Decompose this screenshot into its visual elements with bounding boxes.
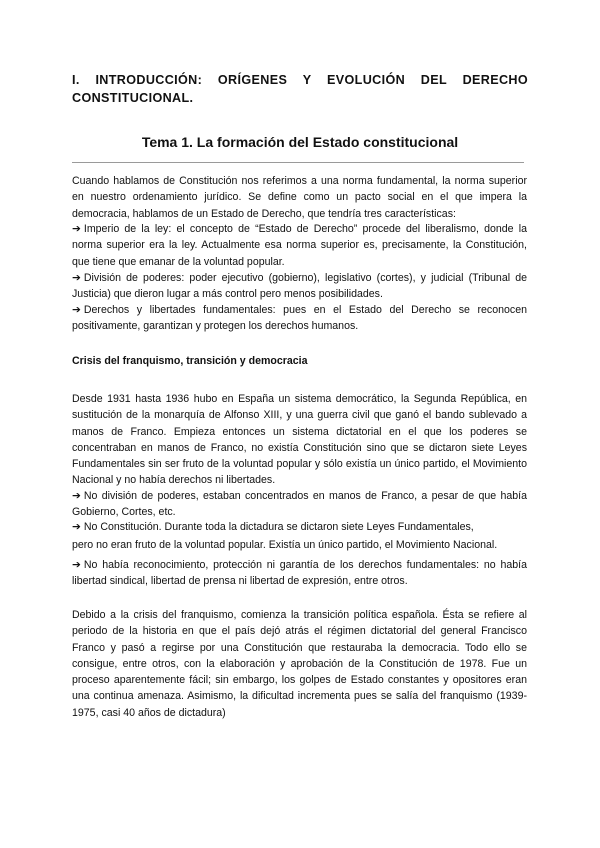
- arrow-icon: ➔: [72, 521, 81, 533]
- crisis-bullet-derechos: [72, 557, 527, 590]
- arrow-icon: ➔: [72, 490, 81, 502]
- title-divider: [72, 162, 524, 163]
- bullet-imperio-ley: [72, 221, 527, 270]
- bullet-text: No división de poderes, estaban concentrados en manos de Franco, a pesar de que había Gobierno, Cortes, etc.: [72, 490, 527, 519]
- bullet-text: No Constitución. Durante toda la dictadura se dictaron siete Leyes Fundamentales,: [83, 521, 474, 533]
- crisis-heading: Crisis del franquismo, transición y democracia: [72, 355, 308, 367]
- bullet-text: Derechos y libertades fundamentales: pues en el Estado del Derecho se reconocen positivamente, garantizan y protegen los derechos humanos.: [72, 304, 527, 333]
- crisis-bullet-constitucion-cont: pero no eran fruto de la voluntad popular. Existía un único partido, el Movimiento Nacional.: [72, 539, 498, 551]
- arrow-icon: ➔: [72, 223, 81, 235]
- intro-paragraph: Cuando hablamos de Constitución nos referimos a una norma fundamental, la norma superior en nuestro ordenamiento jurídico. Se define como un pacto social en el que impera la democracia, hablamos de un Estado de Derecho, que tendría tres características:: [72, 175, 527, 220]
- tema-title: Tema 1. La formación del Estado constitucional: [141, 134, 459, 150]
- arrow-icon: ➔: [72, 304, 81, 316]
- bullet-division-poderes: [72, 270, 527, 303]
- transition-paragraph: Debido a la crisis del franquismo, comienza la transición política española. Ésta se refiere al periodo de la historia en que el país dejó atrás el régimen dictatorial del general Francisco Franco y pasó a regirse por una Constitución que restauraba la democracia. Todo ello se consigue, entre otros, con la elaboración y aprobación de la Constitución de 1978. Fue un proceso aparentemente fácil; sin embargo, los golpes de Estado constantes y opositores eran una continua amenaza. Asimismo, la dificultad incrementa pues se salía del franquismo (1939-1975, casi 40 años de dictadura): [72, 609, 527, 719]
- crisis-bullet-division: [72, 488, 527, 521]
- bullet-text: División de poderes: poder ejecutivo (gobierno), legislativo (cortes), y judicial (Tribunal de Justicia) que dieron lugar a más control pero menos posibilidades.: [72, 272, 527, 301]
- crisis-paragraph: Desde 1931 hasta 1936 hubo en España un sistema democrático, la Segunda República, en sustitución de la monarquía de Alfonso XIII, y una guerra civil que ganó el bando sublevado a manos de Franco. Empieza entonces un sistema dictatorial en el que los poderes se concentraban en manos de Franco, no existía Constitución sino que se dictaron siete Leyes Fundamentales sin ser fruto de la voluntad popular y sólo existía un único partido, el Movimiento Nacional y no había derechos ni libertades.: [72, 393, 527, 487]
- bullet-text: Imperio de la ley: el concepto de “Estado de Derecho” procede del liberalismo, donde la norma superior era la ley. Actualmente esa norma superior es, precisamente, la Constitución, que tiene que emanar de la voluntad popular.: [72, 223, 527, 268]
- section-title: I. INTRODUCCIÓN: ORÍGENES Y EVOLUCIÓN DEL DERECHO CONSTITUCIONAL.: [72, 73, 528, 105]
- arrow-icon: ➔: [72, 559, 81, 571]
- bullet-text: No había reconocimiento, protección ni garantía de los derechos fundamentales: no había libertad sindical, libertad de prensa ni libertad de expresión, entre otros.: [72, 559, 527, 588]
- arrow-icon: ➔: [72, 272, 81, 284]
- bullet-derechos-libertades: [72, 302, 527, 335]
- crisis-bullet-constitucion: [72, 519, 527, 535]
